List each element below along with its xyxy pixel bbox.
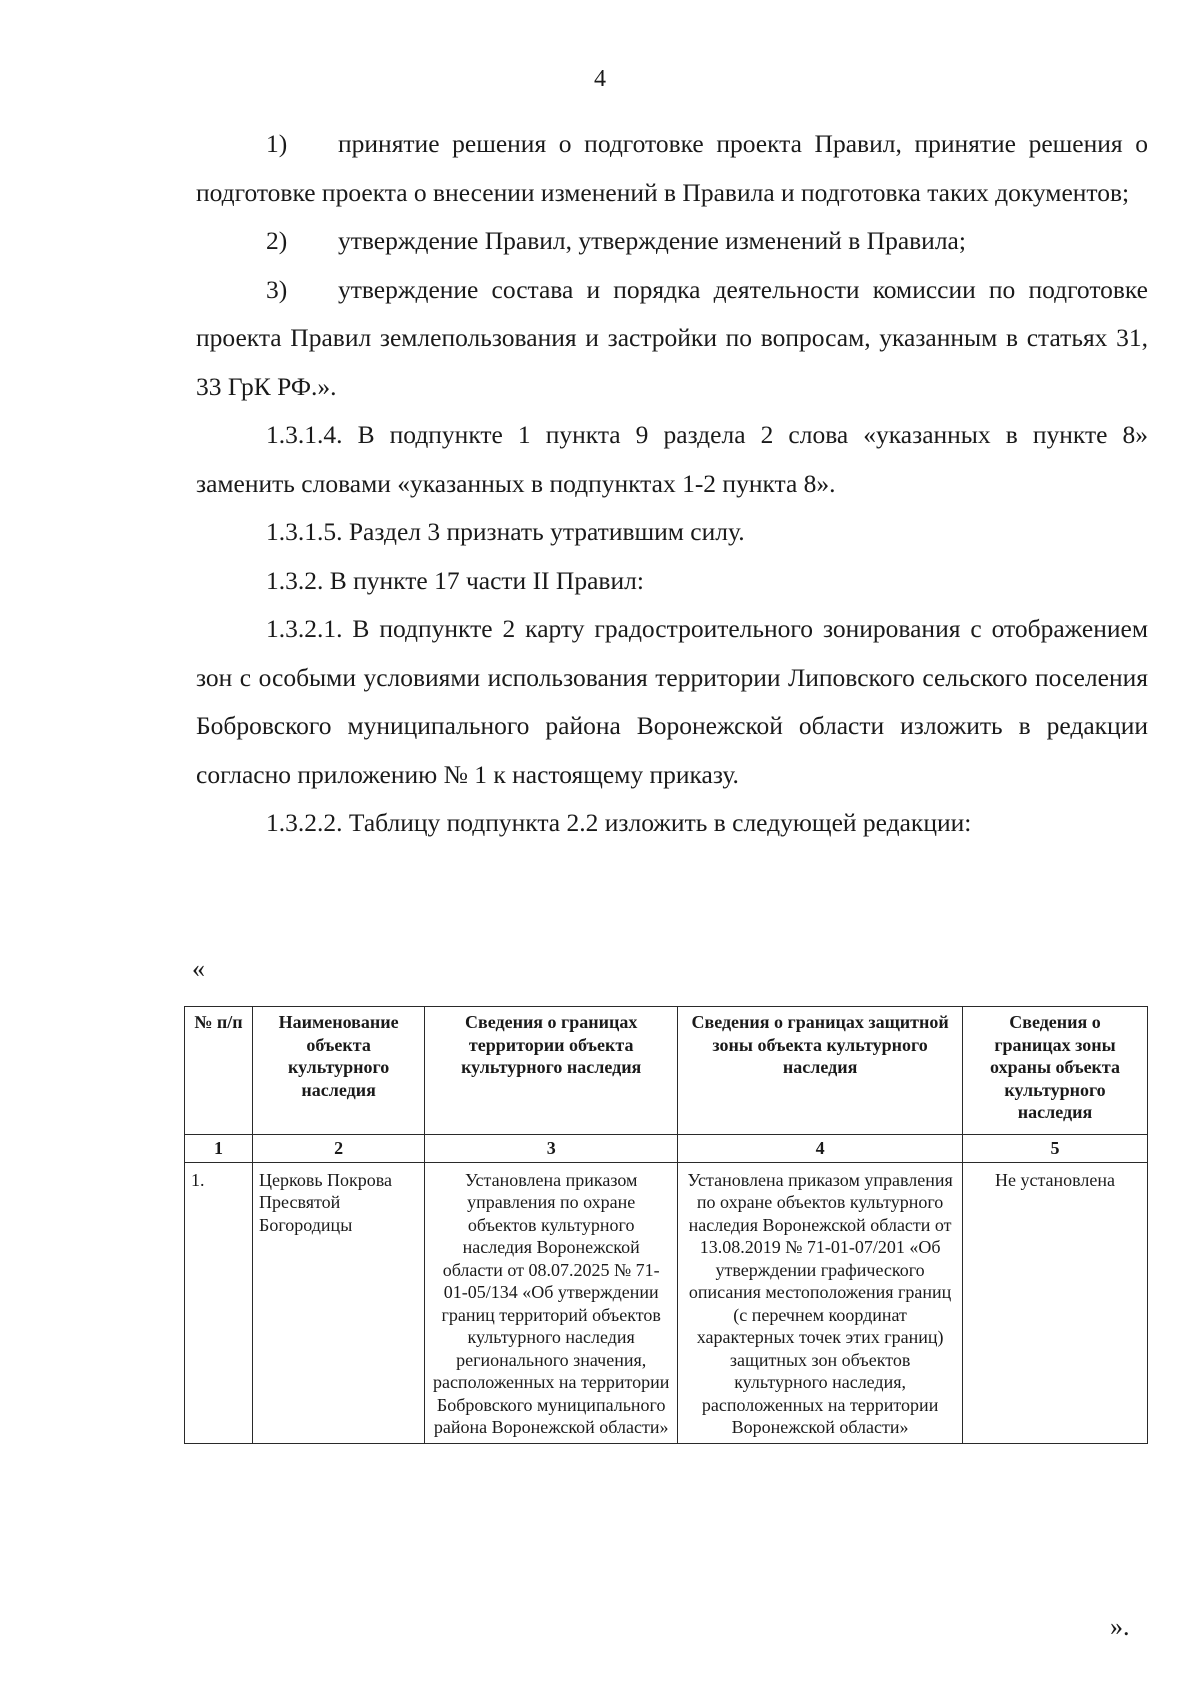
list-item-2 bbox=[196, 217, 1148, 266]
list-number: 3) bbox=[266, 274, 288, 304]
paragraph-1-3-1-5: 1.3.1.5. Раздел 3 признать утратившим силу. bbox=[266, 517, 745, 546]
header-number: № п/п bbox=[185, 1007, 253, 1135]
header-object-name: Наименование объекта культурного наследия bbox=[253, 1007, 425, 1135]
table-row bbox=[185, 1162, 1148, 1443]
column-number: 2 bbox=[253, 1135, 425, 1163]
paragraph-1-3-2: 1.3.2. В пункте 17 части II Правил: bbox=[266, 565, 644, 595]
territory-cell: Установлена приказом управления по охране объектов культурного наследия Воронежской области от 08.07.2025 № 71-01-05/134 «Об утверждении границ территорий объектов культурного наследия регионального значения, расположенных на территории Бобровского муниципального района Воронежской области» bbox=[425, 1162, 678, 1443]
list-text: принятие решения о подготовке проекта Правил, принятие решения о подготовке проекта о внесении изменений в Правила и подготовка таких документов; bbox=[196, 129, 1148, 207]
list-text: утверждение состава и порядка деятельности комиссии по подготовке проекта Правил землепользования и застройки по вопросам, указанным в статьях 31, 33 ГрК РФ.». bbox=[196, 274, 1148, 401]
column-number-row bbox=[185, 1135, 1148, 1163]
document-body bbox=[196, 120, 1148, 848]
protection-zone-cell: Не установлена bbox=[963, 1162, 1148, 1443]
column-number: 1 bbox=[185, 1135, 253, 1163]
paragraph-1-3-2-2: 1.3.2.2. Таблицу подпункта 2.2 изложить в следующей редакции: bbox=[266, 808, 972, 837]
paragraph-1-3-1-4: 1.3.1.4. В подпункте 1 пункта 9 раздела 2 слова «указанных в пункте 8» заменить словами «указанных в подпунктах 1-2 пункта 8». bbox=[196, 420, 1148, 498]
heritage-table bbox=[184, 1006, 1148, 1444]
list-item-3 bbox=[196, 266, 1148, 412]
column-number: 5 bbox=[963, 1135, 1148, 1163]
table-header-row bbox=[185, 1007, 1148, 1135]
opening-quote: « bbox=[192, 954, 205, 983]
paragraph-1-3-2-1: 1.3.2.1. В подпункте 2 карту градостроительного зонирования с отображением зон с особыми условиями использования территории Липовского сельского поселения Бобровского муниципального района Воронежской области изложить в редакции согласно приложению № 1 к настоящему приказу. bbox=[196, 614, 1148, 789]
list-item-1 bbox=[196, 120, 1148, 217]
row-number: 1. bbox=[185, 1162, 253, 1443]
object-name-cell: Церковь Покрова Пресвятой Богородицы bbox=[253, 1162, 425, 1443]
page-number: 4 bbox=[594, 66, 606, 92]
column-number: 3 bbox=[425, 1135, 678, 1163]
list-text: утверждение Правил, утверждение изменений в Правила; bbox=[338, 226, 966, 255]
header-protection-zone: Сведения о границах зоны охраны объекта культурного наследия bbox=[963, 1007, 1148, 1135]
protective-zone-cell: Установлена приказом управления по охране объектов культурного наследия Воронежской области от 13.08.2019 № 71-01-07/201 «Об утверждении графического описания местоположения границ (с перечнем координат характерных точек этих границ) защитных зон объектов культурного наследия, расположенных на территории Воронежской области» bbox=[678, 1162, 963, 1443]
list-number: 1) bbox=[266, 129, 288, 158]
list-number: 2) bbox=[266, 226, 288, 255]
closing-quote: ». bbox=[1110, 1612, 1130, 1641]
column-number: 4 bbox=[678, 1135, 963, 1163]
header-territory-boundaries: Сведения о границах территории объекта культурного наследия bbox=[425, 1007, 678, 1135]
header-protective-zone: Сведения о границах защитной зоны объекта культурного наследия bbox=[678, 1007, 963, 1135]
